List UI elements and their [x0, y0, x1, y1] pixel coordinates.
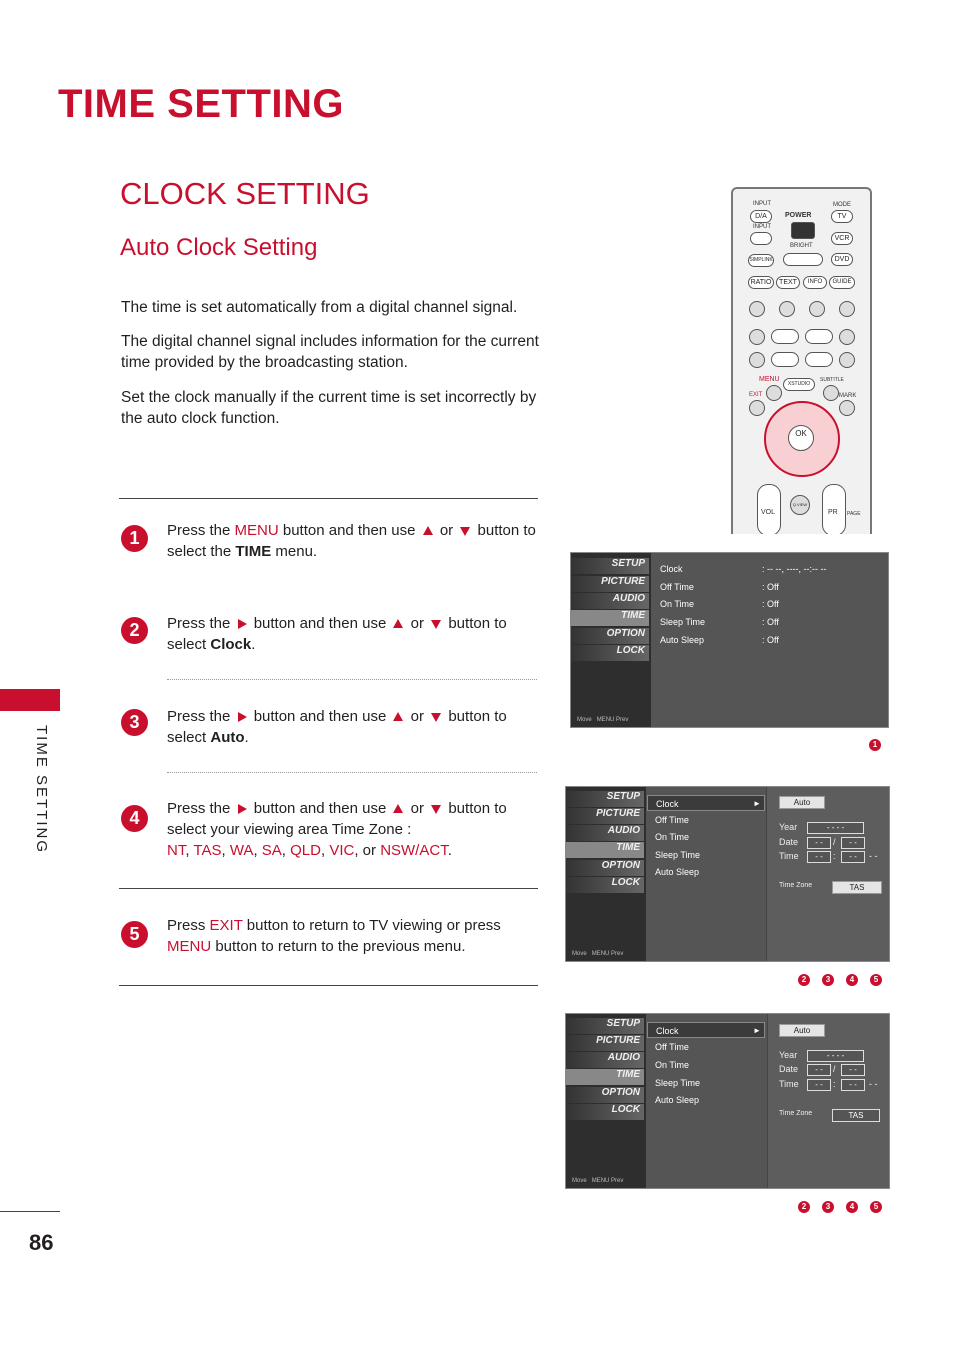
info-button[interactable]: INFO [803, 276, 827, 289]
year-label: Year [779, 1050, 798, 1060]
menu-button[interactable] [766, 385, 782, 401]
tv-menu-footer: Move MENU Prev [572, 1178, 624, 1184]
minute-field[interactable]: - - [841, 851, 865, 863]
down-arrow-icon [431, 620, 441, 629]
step-5-text: Press EXIT button to return to TV viewing or press MENU button to return to the previous menu. [167, 917, 501, 955]
day-field[interactable]: - - [841, 1064, 865, 1076]
right-arrow-icon [238, 804, 247, 814]
screen-1-markers [869, 734, 893, 752]
tv-menu-lock[interactable]: LOCK [566, 877, 644, 893]
menu-row-sleep-time[interactable]: Sleep Time [655, 1078, 701, 1088]
xstudio-button[interactable]: XSTUDIO [783, 378, 815, 391]
divider [119, 888, 538, 889]
menu-row-clock[interactable]: Clock ► [647, 1022, 765, 1038]
subtitle-button[interactable] [823, 385, 839, 401]
step-marker: 1 [869, 739, 881, 751]
page-number: 86 [29, 1230, 54, 1255]
tv-menu-audio[interactable]: AUDIO [566, 1052, 644, 1068]
month-field[interactable]: - - [807, 837, 831, 849]
clock-settings-panel [766, 787, 890, 961]
clock-settings-panel [767, 1014, 890, 1188]
text-button[interactable]: TEXT [776, 276, 800, 289]
year-field[interactable]: - - - - [807, 1050, 864, 1062]
tv-menu-audio[interactable]: AUDIO [566, 825, 644, 841]
tv-menu-picture[interactable]: PICTURE [566, 808, 644, 824]
yellow-button[interactable] [809, 301, 825, 317]
menu-row-auto-sleep[interactable]: Auto Sleep [655, 867, 700, 877]
divider [119, 985, 538, 986]
right-arrow-icon [238, 712, 247, 722]
tv-menu-lock[interactable]: LOCK [566, 1104, 644, 1120]
step-marker: 2 [798, 974, 810, 986]
up-arrow-icon [393, 804, 403, 813]
tv-menu-footer: Move MENU Prev [577, 717, 629, 723]
exit-button[interactable] [749, 400, 765, 416]
step-2-text: Press the button and then use or button to select Clock. [167, 615, 507, 653]
ok-button[interactable]: OK [788, 425, 814, 451]
tv-menu-picture[interactable]: PICTURE [571, 576, 649, 592]
tv-menu-option[interactable]: OPTION [566, 1087, 644, 1103]
pause-button[interactable] [805, 329, 833, 344]
guide-button[interactable]: GUIDE [829, 276, 855, 289]
dvd-button[interactable]: DVD [831, 253, 853, 266]
hour-field[interactable]: - - [807, 1079, 831, 1091]
menu-row-sleep-time[interactable]: Sleep Time : Off [660, 617, 779, 627]
menu-row-auto-sleep[interactable]: Auto Sleep [655, 1095, 700, 1105]
tv-button[interactable]: TV [831, 210, 853, 223]
ampm-value: - - [869, 851, 878, 861]
step-marker: 3 [822, 1201, 834, 1213]
step-1-text: Press the MENU button and then use or button to select the TIME menu. [167, 522, 536, 560]
tv-menu-setup[interactable]: SETUP [566, 1018, 644, 1034]
down-arrow-icon [431, 805, 441, 814]
hour-field[interactable]: - - [807, 851, 831, 863]
tv-submenu [652, 559, 887, 727]
clock-mode-select[interactable]: Auto [779, 1024, 825, 1037]
menu-row-clock[interactable]: Clock : -- --, ----, --:-- -- [660, 564, 827, 574]
screen-3-markers [798, 1196, 894, 1214]
step-marker: 4 [846, 974, 858, 986]
record-button[interactable] [839, 329, 855, 345]
timezone-label: Time Zone [779, 882, 813, 889]
screen-2-markers [798, 969, 894, 987]
step-marker: 5 [870, 974, 882, 986]
tv-menu-setup[interactable]: SETUP [571, 558, 649, 574]
stop-button[interactable] [749, 329, 765, 345]
up-arrow-icon [393, 619, 403, 628]
time-separator: : [833, 851, 836, 861]
step-number-4: 4 [121, 805, 148, 832]
green-button[interactable] [779, 301, 795, 317]
side-tab [0, 689, 60, 711]
date-label: Date [779, 837, 799, 847]
time-separator: : [833, 1079, 836, 1089]
menu-row-off-time[interactable]: Off Time [655, 815, 689, 825]
tv-menu-setup[interactable]: SETUP [566, 791, 644, 807]
tv-menu-time[interactable]: TIME [566, 842, 644, 858]
subsection-title: Auto Clock Setting [120, 234, 318, 261]
remote-control: INPUT MODE D/A POWER TV INPUT BRIGHT VCR SIMPLINK DVD RATIO TEXT INFO GUIDE MENU XSTUDIO SUBTITLE EXIT MARK OK VOL Q.VIEW PR PAGE [731, 187, 872, 534]
step-number-3: 3 [121, 709, 148, 736]
skip-back-button[interactable] [749, 352, 765, 368]
timezone-select[interactable]: TAS [832, 1109, 880, 1122]
clock-mode-select[interactable]: Auto [779, 796, 825, 809]
intro-paragraph-1: The time is set automatically from a digital channel signal. [121, 299, 518, 316]
year-field[interactable]: - - - - [807, 822, 864, 834]
qview-button[interactable]: Q.VIEW [790, 495, 810, 515]
exit-key: EXIT [209, 917, 243, 934]
step-marker: 2 [798, 1201, 810, 1213]
tv-menu-sidebar [566, 1014, 646, 1188]
play-button[interactable] [771, 329, 799, 344]
skip-forward-button[interactable] [839, 352, 855, 368]
page-title: TIME SETTING [58, 82, 344, 126]
ampm-value: - - [869, 1079, 878, 1089]
menu-row-off-time[interactable]: Off Time : Off [660, 582, 779, 592]
down-arrow-icon [460, 527, 470, 536]
menu-row-auto-sleep[interactable]: Auto Sleep : Off [660, 635, 779, 645]
mark-button[interactable] [839, 400, 855, 416]
tv-menu-screen-2 [565, 786, 890, 962]
step-marker: 4 [846, 1201, 858, 1213]
tv-menu-time[interactable]: TIME [571, 610, 649, 626]
tv-menu-lock[interactable]: LOCK [571, 645, 649, 661]
ratio-button[interactable]: RATIO [748, 276, 774, 289]
power-button[interactable] [791, 222, 815, 239]
section-title: CLOCK SETTING [120, 176, 370, 211]
da-button[interactable]: D/A [750, 210, 772, 223]
forward-button[interactable] [805, 352, 833, 367]
menu-row-on-time[interactable]: On Time [655, 1060, 690, 1070]
menu-row-on-time[interactable]: On Time [655, 832, 690, 842]
side-label: TIME SETTING [33, 725, 50, 854]
minute-field[interactable]: - - [841, 1079, 865, 1091]
year-label: Year [779, 822, 798, 832]
time-label: Time [779, 1079, 799, 1089]
step-number-5: 5 [121, 921, 148, 948]
tv-menu-option[interactable]: OPTION [566, 860, 644, 876]
date-separator: / [833, 1064, 836, 1074]
menu-key: MENU [167, 938, 212, 955]
intro-paragraph-2: The digital channel signal includes information for the current time provided by the broadcasting station. [121, 333, 539, 371]
simplink-button[interactable]: SIMPLINK [748, 254, 774, 267]
step-marker: 5 [870, 1201, 882, 1213]
timezone-label: Time Zone [779, 1110, 813, 1117]
input-button[interactable] [750, 232, 772, 245]
day-field[interactable]: - - [841, 837, 865, 849]
step-marker: 3 [822, 974, 834, 986]
red-button[interactable] [749, 301, 765, 317]
step-number-1: 1 [121, 525, 148, 552]
step-number-2: 2 [121, 617, 148, 644]
tv-menu-option[interactable]: OPTION [571, 628, 649, 644]
timezone-select[interactable]: TAS [832, 881, 882, 894]
menu-row-sleep-time[interactable]: Sleep Time [655, 850, 701, 860]
step-4-text: Press the button and then use or button to select your viewing area Time Zone : NT, TAS, WA, SA, QLD, VIC, or NSW/ACT. [167, 800, 507, 859]
page-rule [0, 1211, 60, 1212]
rewind-button[interactable] [771, 352, 799, 367]
time-label: Time [779, 851, 799, 861]
up-arrow-icon [393, 712, 403, 721]
step-3-text: Press the button and then use or button to select Auto. [167, 708, 507, 746]
month-field[interactable]: - - [807, 1064, 831, 1076]
divider [119, 498, 538, 499]
menu-key: MENU [234, 522, 279, 539]
date-separator: / [833, 837, 836, 847]
tv-menu-time[interactable]: TIME [566, 1069, 644, 1085]
intro-paragraph-3: Set the clock manually if the current time is set incorrectly by the auto clock function. [121, 389, 537, 427]
tv-menu-screen-1 [570, 552, 889, 728]
menu-row-clock[interactable]: Clock ► [647, 795, 765, 811]
dotted-divider [167, 772, 537, 773]
down-arrow-icon [431, 713, 441, 722]
bright-slider[interactable] [783, 253, 823, 266]
tv-menu-screen-3 [565, 1013, 890, 1189]
date-label: Date [779, 1064, 799, 1074]
tv-menu-audio[interactable]: AUDIO [571, 593, 649, 609]
tv-menu-sidebar [566, 787, 646, 961]
menu-row-on-time[interactable]: On Time : Off [660, 599, 779, 609]
right-arrow-icon [238, 619, 247, 629]
blue-button[interactable] [839, 301, 855, 317]
tv-submenu [647, 1022, 765, 1188]
tv-menu-picture[interactable]: PICTURE [566, 1035, 644, 1051]
tv-menu-sidebar [571, 553, 651, 727]
menu-row-off-time[interactable]: Off Time [655, 1042, 689, 1052]
up-arrow-icon [423, 526, 433, 535]
tv-submenu [647, 794, 765, 961]
dotted-divider [167, 679, 537, 680]
tv-menu-footer: Move MENU Prev [572, 951, 624, 957]
vcr-button[interactable]: VCR [831, 232, 853, 245]
